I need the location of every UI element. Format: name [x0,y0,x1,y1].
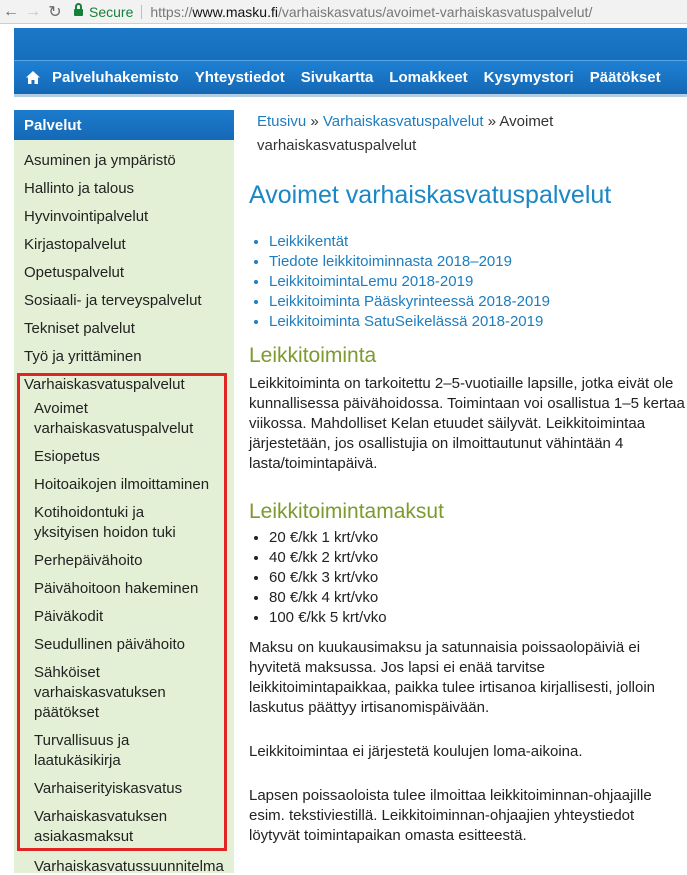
nav-lomakkeet[interactable]: Lomakkeet [389,69,468,86]
breadcrumb-section[interactable]: Varhaiskasvatuspalvelut [322,113,484,130]
main-navigation [14,60,687,94]
link-leikkikentat[interactable]: Leikkikentät [269,233,349,250]
reload-icon[interactable]: ↻ [48,3,62,21]
sidebar-subitem-kotihoidontuki[interactable]: Kotihoidontuki ja yksityisen hoidon tuki [34,504,176,541]
sidebar-item-tyo[interactable]: Työ ja yrittäminen [24,348,142,365]
sidebar-item-hyvinvointi[interactable]: Hyvinvointipalvelut [24,208,149,225]
list-item [269,312,687,332]
link-lemu[interactable]: LeikkitoimintaLemu 2018-2019 [269,273,474,290]
list-item [269,292,687,312]
nav-paatokset[interactable]: Päätökset [589,69,661,86]
url-path: /varhaiskasvatus/avoimet-varhaiskasvatuspalvelut/ [277,3,593,20]
section-heading-leikkitoiminta: Leikkitoiminta [249,344,377,367]
main-content [249,110,687,846]
breadcrumb-separator: » [310,113,319,130]
sidebar-item-asuminen[interactable]: Asuminen ja ympäristö [24,152,176,169]
sidebar-subitem-paivahoitoon[interactable]: Päivähoitoon hakeminen [34,580,199,597]
url-scheme: https:// [150,3,193,20]
forward-arrow-icon[interactable]: → [25,2,41,20]
fee-item: • 20 €/kk 1 krt/vko [269,528,687,548]
fee-item: • 100 €/kk 5 krt/vko [269,608,687,628]
sidebar-item-tekniset[interactable]: Tekniset palvelut [24,320,135,337]
sidebar-item-sosiaali[interactable]: Sosiaali- ja terveyspalvelut [24,292,202,309]
sidebar-subitem-paivakodit[interactable]: Päiväkodit [34,608,104,625]
breadcrumb-separator: » [487,113,497,130]
holiday-note-paragraph: Leikkitoimintaa ei järjestetä koulujen loma-aikoina. [249,743,583,760]
sidebar-subitem-asiakasmaksut[interactable]: Varhaiskasvatuksen asiakasmaksut [34,808,168,845]
sidebar-subitem-perhepaivahoito[interactable]: Perhepäivähoito [34,552,143,569]
sidebar-subitem-turvallisuus[interactable]: Turvallisuus ja laatukäsikirja [34,732,130,769]
url-host: www.masku.fi [192,3,278,20]
sidebar-sublist [14,399,234,875]
nav-kysymystori[interactable]: Kysymystori [483,69,574,86]
nav-yhteystiedot[interactable]: Yhteystiedot [194,69,285,86]
leikkitoiminta-description: Leikkitoiminta on tarkoitettu 2–5-vuotiaille lapsille, jotka eivät ole kunnallisessa päivähoidossa. Toimintaan voi osallistua 1–5 kertaa viikossa. Mahdolliset Kelan etuudet säilyvät. Leikkitoimintaa järjestetään, jos osallistujia on ilmoittautunut vähintään 4 lasta/toimintapäivä. [249,375,685,472]
sidebar-item-hallinto[interactable]: Hallinto ja talous [24,180,135,197]
link-satuseikkela[interactable]: Leikkitoiminta SatuSeikelässä 2018-2019 [269,313,544,330]
page-title: Avoimet varhaiskasvatuspalvelut [249,181,612,209]
sidebar-title: Palvelut [14,110,234,140]
sidebar [14,110,234,873]
fee-item: • 60 €/kk 3 krt/vko [269,568,687,588]
sidebar-subitem-seudullinen[interactable]: Seudullinen päivähoito [34,636,185,653]
sidebar-subitem-esiopetus[interactable]: Esiopetus [34,448,100,465]
sidebar-subitem-varhaiserityis[interactable]: Varhaiserityiskasvatus [34,780,183,797]
link-tiedote[interactable]: Tiedote leikkitoiminnasta 2018–2019 [269,253,512,270]
nav-sivukartta[interactable]: Sivukartta [300,69,374,86]
list-item [269,252,687,272]
back-arrow-icon[interactable]: ← [3,2,19,20]
secure-label: Secure [89,3,134,20]
nav-palveluhakemisto[interactable]: Palveluhakemisto [52,69,179,86]
fee-item: • 80 €/kk 4 krt/vko [269,588,687,608]
absence-note-paragraph: Lapsen poissaoloista tulee ilmoittaa leikkitoiminnan-ohjaajille esim. tekstiviestillä. Leikkitoiminnan-ohjaajien yhteystiedot löytyvät toimintapaikan omasta esitteestä. [249,787,652,844]
breadcrumb-current: Avoimet varhaiskasvatuspalvelut [257,113,554,154]
document-link-list [249,232,687,332]
breadcrumb [249,110,687,158]
section-heading-maksut: Leikkitoimintamaksut [249,500,444,523]
browser-address-bar [0,0,687,24]
lock-icon [74,7,83,17]
url-divider [141,5,142,19]
fee-list [249,528,687,628]
home-icon[interactable] [14,61,52,95]
sidebar-subitem-avoimet[interactable]: Avoimet varhaiskasvatuspalvelut [34,400,194,437]
breadcrumb-home[interactable]: Etusivu [257,113,307,130]
sidebar-item-kirjasto[interactable]: Kirjastopalvelut [24,236,126,253]
sidebar-subitem-sahkoiset[interactable]: Sähköiset varhaiskasvatuksen päätökset [34,664,166,721]
sidebar-item-varhaiskasvatus[interactable]: Varhaiskasvatuspalvelut [24,376,185,393]
url-field[interactable] [74,0,592,24]
list-item [269,232,687,252]
link-paaskyrinne[interactable]: Leikkitoiminta Pääskyrinteessä 2018-2019 [269,293,550,310]
site-header-banner [14,28,687,60]
fee-terms-paragraph: Maksu on kuukausimaksu ja satunnaisia poissaolopäiviä ei hyvitetä maksussa. Jos lapsi ei enää tarvitse leikkitoimintapaikkaa, paikka tulee irtisanoa kirjallisesti, jolloin laskutus päättyy irtisanomispäivään. [249,639,656,716]
nav-underline [14,94,687,97]
sidebar-subitem-hoitoaikojen[interactable]: Hoitoaikojen ilmoittaminen [34,476,210,493]
fee-item: • 40 €/kk 2 krt/vko [269,548,687,568]
sidebar-list [14,140,234,399]
list-item [269,272,687,292]
sidebar-item-opetus[interactable]: Opetuspalvelut [24,264,125,281]
sidebar-subitem-suunnitelma[interactable]: Varhaiskasvatussuunnitelma [34,858,224,875]
